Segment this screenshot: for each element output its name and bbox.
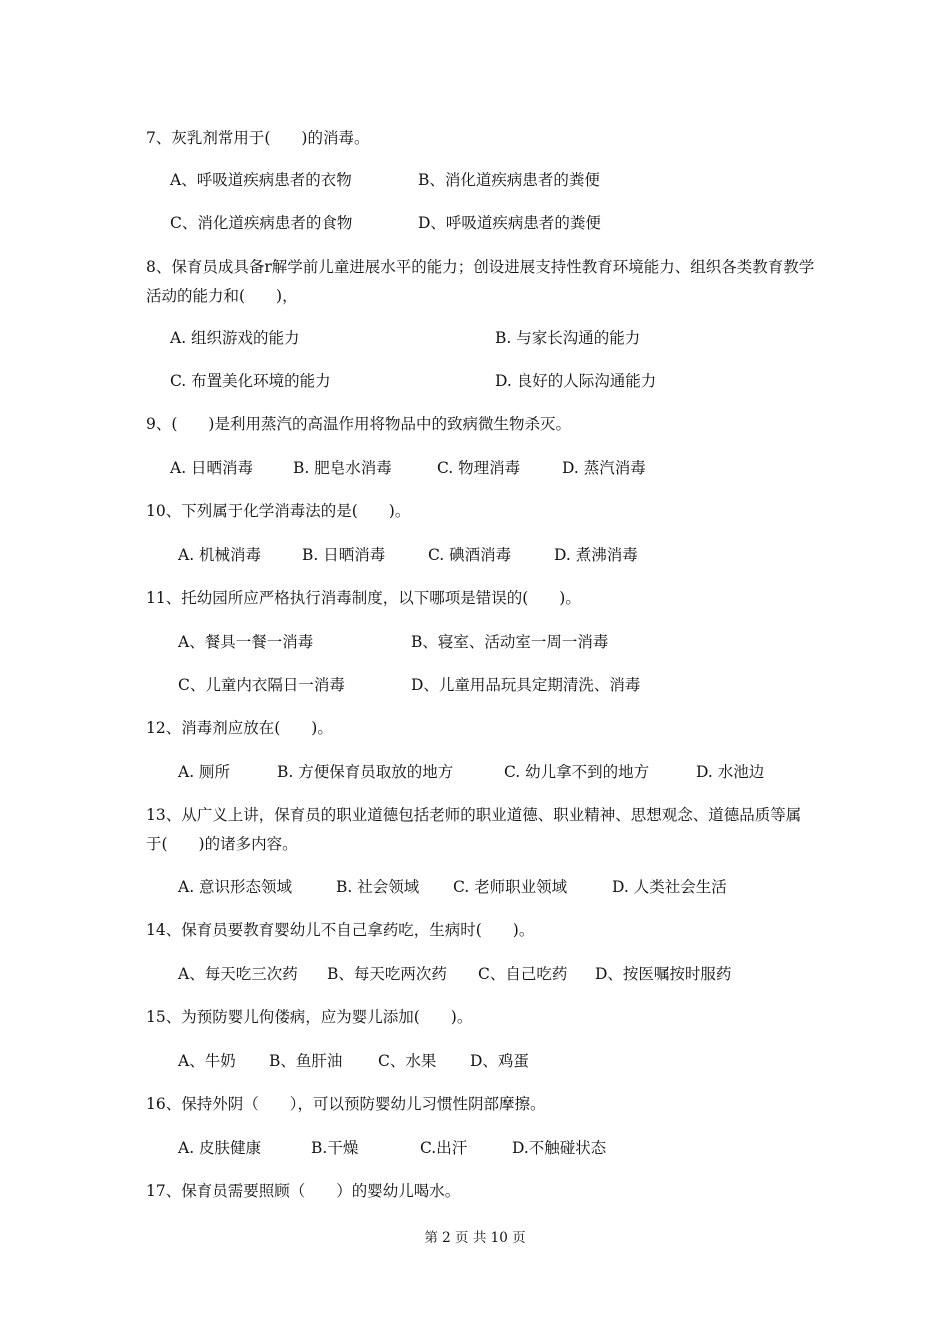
question-15: 15、为预防婴儿佝偻病，应为婴儿添加( )。	[146, 1008, 473, 1026]
option-b: B. 肥皂水消毒	[293, 459, 392, 477]
question-10: 10、下列属于化学消毒法的是( )。	[146, 502, 411, 520]
option-a: A、餐具一餐一消毒	[178, 633, 314, 651]
options-row	[0, 326, 950, 350]
options-row	[0, 673, 950, 697]
option-d: D. 蒸汽消毒	[562, 459, 646, 477]
option-c: C. 布置美化环境的能力	[170, 372, 331, 390]
option-b: B. 方便保育员取放的地方	[277, 763, 454, 781]
options-row	[0, 168, 950, 192]
page-number: 第 2 页 共 10 页	[424, 1230, 526, 1246]
option-b: B、每天吃两次药	[327, 965, 447, 983]
options-row	[0, 630, 950, 654]
option-d: D、呼吸道疾病患者的粪便	[418, 214, 601, 232]
option-a: A、呼吸道疾病患者的衣物	[170, 171, 352, 189]
option-b: B、消化道疾病患者的粪便	[418, 171, 600, 189]
option-b: B. 与家长沟通的能力	[495, 329, 641, 347]
option-d: D. 煮沸消毒	[554, 546, 638, 564]
option-a: A. 机械消毒	[178, 546, 262, 564]
question-12: 12、消毒剂应放在( )。	[146, 719, 333, 737]
question-13: 13、从广义上讲，保育员的职业道德包括老师的职业道德、职业精神、思想观念、道德品质等属于( )的诸多内容。	[146, 806, 802, 853]
options-row	[0, 369, 950, 393]
question-17: 17、保育员需要照顾（ ）的婴幼儿喝水。	[146, 1182, 461, 1200]
options-row	[0, 760, 950, 784]
option-d: D. 人类社会生活	[612, 878, 727, 896]
option-c: C. 物理消毒	[437, 459, 521, 477]
option-a: A. 皮肤健康	[178, 1139, 262, 1157]
option-c: C.出汗	[420, 1139, 468, 1157]
option-c: C、水果	[378, 1052, 437, 1070]
options-row	[0, 543, 950, 567]
option-a: A. 日晒消毒	[170, 459, 254, 477]
question-14: 14、保育员要教育婴幼儿不自己拿药吃，生病时( )。	[146, 921, 535, 939]
options-row	[0, 211, 950, 235]
options-row	[0, 1136, 950, 1160]
question-8: 8、保育员成具备r解学前儿童进展水平的能力；创设进展支持性教育环境能力、组织各类教育教学活动的能力和( )，	[146, 258, 815, 305]
question-16: 16、保持外阴（ ），可以预防婴幼儿习惯性阴部摩擦。	[146, 1095, 546, 1113]
option-c: C. 幼儿拿不到的地方	[504, 763, 650, 781]
question-7: 7、灰乳剂常用于( )的消毒。	[146, 129, 370, 147]
option-b: B. 社会领域	[336, 878, 420, 896]
option-c: C. 碘酒消毒	[428, 546, 512, 564]
option-b: B、鱼肝油	[269, 1052, 343, 1070]
question-11: 11、托幼园所应严格执行消毒制度，以下哪项是错误的( )。	[146, 589, 581, 607]
option-d: D. 水池边	[696, 763, 765, 781]
option-a: A. 意识形态领域	[178, 878, 293, 896]
options-row	[0, 962, 950, 986]
option-d: D. 良好的人际沟通能力	[495, 372, 657, 390]
option-d: D.不触碰状态	[512, 1139, 607, 1157]
option-a: A、牛奶	[178, 1052, 236, 1070]
option-d: D、儿童用品玩具定期清洗、消毒	[411, 676, 641, 694]
option-b: B.干燥	[311, 1139, 359, 1157]
question-9: 9、( )是利用蒸汽的高温作用将物品中的致病微生物杀灭。	[146, 415, 571, 433]
options-row	[0, 456, 950, 480]
option-b: B、寝室、活动室一周一消毒	[411, 633, 609, 651]
option-c: C、消化道疾病患者的食物	[170, 214, 353, 232]
option-c: C、儿童内衣隔日一消毒	[178, 676, 345, 694]
option-b: B. 日晒消毒	[302, 546, 386, 564]
option-a: A. 组织游戏的能力	[170, 329, 300, 347]
option-d: D、鸡蛋	[470, 1052, 529, 1070]
option-a: A. 厕所	[178, 763, 231, 781]
option-c: C. 老师职业领域	[453, 878, 568, 896]
option-d: D、按医嘱按时服药	[595, 965, 732, 983]
options-row	[0, 1049, 950, 1073]
options-row	[0, 875, 950, 899]
option-c: C、自己吃药	[478, 965, 568, 983]
option-a: A、每天吃三次药	[178, 965, 298, 983]
